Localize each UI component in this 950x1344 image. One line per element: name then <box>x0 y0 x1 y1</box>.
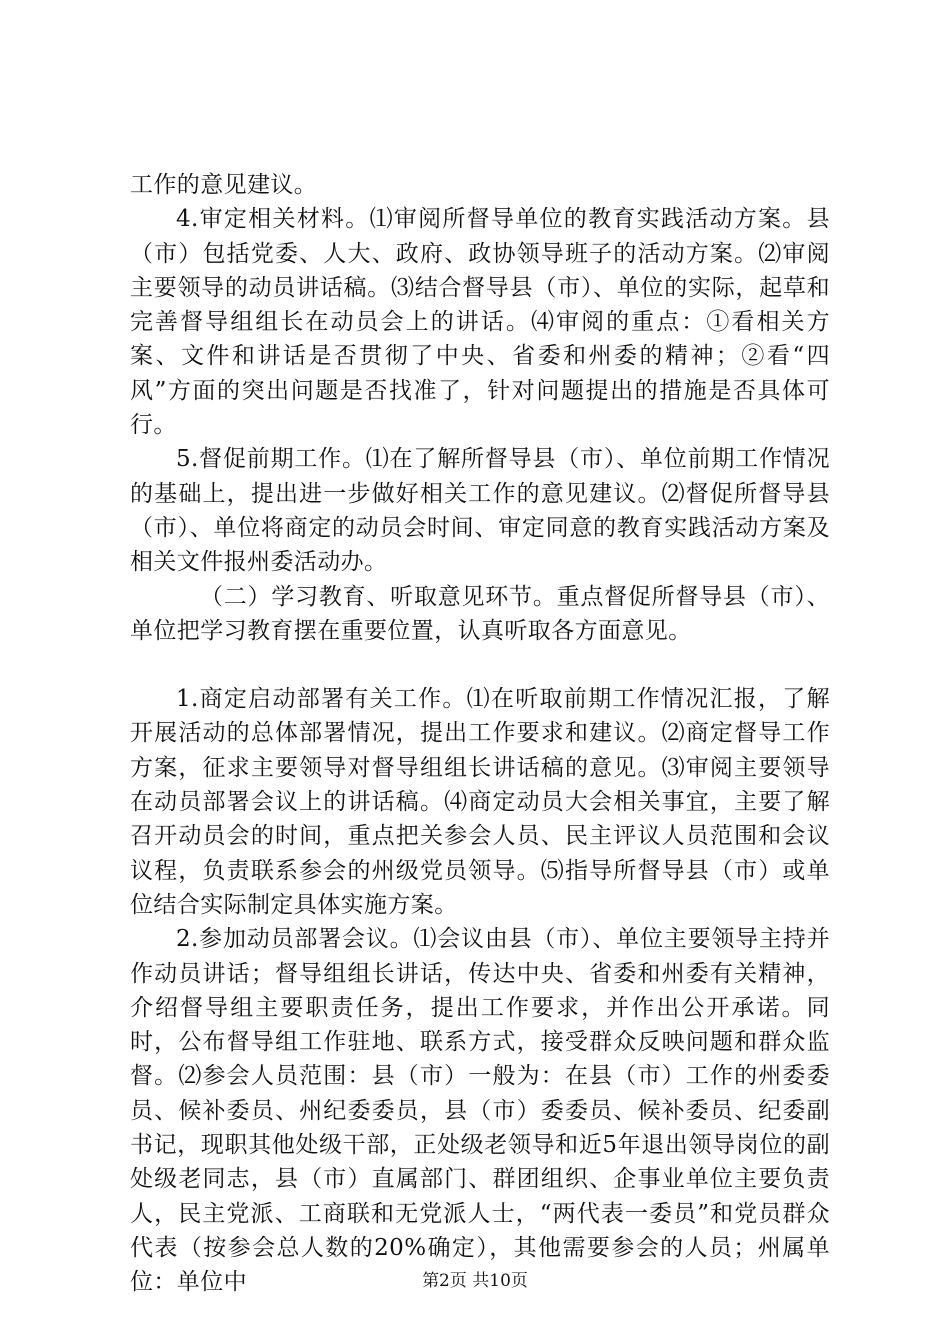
paragraph-continuation: 工作的意见建议。 <box>130 172 318 198</box>
paragraph-item-1: 1.商定启动部署有关工作。⑴在听取前期工作情况汇报，了解开展活动的总体部署情况，提出工作要求和建议。⑵商定督导工作方案，征求主要领导对督导组组长讲话稿的意见。⑶审阅主要领导在动员部署会议上的讲话稿。⑷商定动员大会相关事宜，主要了解召开动员会的时间，重点把关参会人员、民主评议人员范围和会议议程，负责联系参会的州级党员领导。⑸指导所督导县（市）或单位结合实际制定具体实施方案。 <box>130 686 830 918</box>
paragraph-item-4: 4.审定相关材料。⑴审阅所督导单位的教育实践活动方案。县（市）包括党委、人大、政府、政协领导班子的活动方案。⑵审阅主要领导的动员讲话稿。⑶结合督导县（市）、单位的实际，起草和完善督导组组长在动员会上的讲话。⑷审阅的重点：①看相关方案、文件和讲话是否贯彻了中央、省委和州委的精神；②看“四风”方面的突出问题是否找准了，针对问题提出的措施是否具体可行。 <box>130 206 830 439</box>
document-body <box>130 168 830 1300</box>
paragraph-item-5: 5.督促前期工作。⑴在了解所督导县（市）、单位前期工作情况的基础上，提出进一步做好相关工作的意见建议。⑵督促所督导县（市）、单位将商定的动员会时间、审定同意的教育实践活动方案及相关文件报州委活动办。 <box>130 446 830 576</box>
section-heading-2: （二）学习教育、听取意见环节。重点督促所督导县（市）、单位把学习教育摆在重要位置，认真听取各方面意见。 <box>130 583 830 644</box>
paragraph-item-2: 2.参加动员部署会议。⑴会议由县（市）、单位主要领导主持并作动员讲话；督导组组长讲话，传达中央、省委和州委有关精神，介绍督导组主要职责任务，提出工作要求，并作出公开承诺。同时，公布督导组工作驻地、联系方式，接受群众反映问题和群众监督。⑵参会人员范围：县（市）一般为：在县（市）工作的州委委员、候补委员、州纪委委员，县（市）委委员、候补委员、纪委副书记，现职其他处级干部，正处级老领导和近5年退出领导岗位的副处级老同志，县（市）直属部门、群团组织、企事业单位主要负责人，民主党派、工商联和无党派人士，“两代表一委员”和党员群众代表（按参会总人数的20%确定），其他需要参会的人员；州属单位：单位中 <box>130 926 830 1296</box>
page-number-footer: 第2页 共10页 <box>422 1271 528 1291</box>
